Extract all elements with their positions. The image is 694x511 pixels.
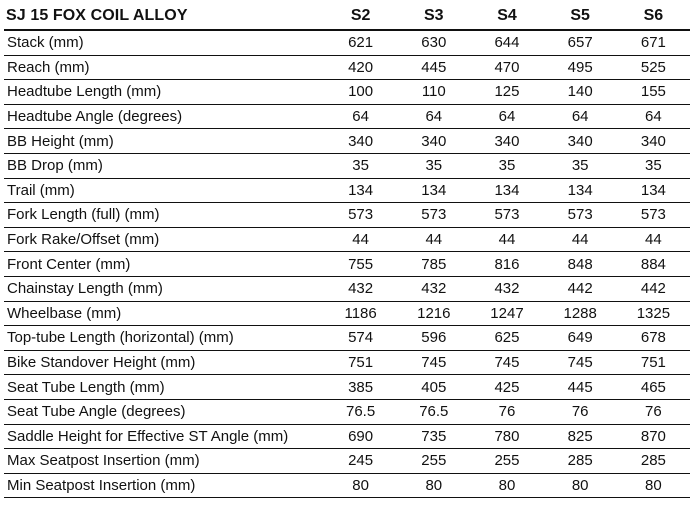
- row-label: Top-tube Length (horizontal) (mm): [4, 326, 324, 351]
- row-label: Reach (mm): [4, 55, 324, 80]
- row-label: Fork Length (full) (mm): [4, 203, 324, 228]
- value-cell-s4: 745: [470, 350, 543, 375]
- value-cell-s5: 848: [544, 252, 617, 277]
- table-row: [4, 326, 690, 351]
- value-cell-s3: 44: [397, 227, 470, 252]
- table-row: [4, 301, 690, 326]
- table-row: [4, 104, 690, 129]
- value-cell-s5: 76: [544, 399, 617, 424]
- value-cell-s6: 134: [617, 178, 690, 203]
- row-label: Headtube Length (mm): [4, 80, 324, 105]
- table-row: [4, 227, 690, 252]
- table-row: [4, 276, 690, 301]
- value-cell-s4: 64: [470, 104, 543, 129]
- value-cell-s5: 495: [544, 55, 617, 80]
- value-cell-s2: 432: [324, 276, 397, 301]
- table-title: SJ 15 FOX COIL ALLOY: [4, 3, 324, 30]
- value-cell-s2: 385: [324, 375, 397, 400]
- size-header-s6: S6: [617, 3, 690, 30]
- size-header-s5: S5: [544, 3, 617, 30]
- value-cell-s2: 573: [324, 203, 397, 228]
- value-cell-s4: 816: [470, 252, 543, 277]
- table-row: [4, 30, 690, 55]
- value-cell-s5: 442: [544, 276, 617, 301]
- value-cell-s4: 255: [470, 449, 543, 474]
- value-cell-s6: 671: [617, 30, 690, 55]
- value-cell-s5: 35: [544, 153, 617, 178]
- value-cell-s3: 340: [397, 129, 470, 154]
- value-cell-s3: 785: [397, 252, 470, 277]
- value-cell-s6: 870: [617, 424, 690, 449]
- table-body: [4, 30, 690, 498]
- value-cell-s6: 155: [617, 80, 690, 105]
- table-header: [4, 3, 690, 30]
- value-cell-s2: 44: [324, 227, 397, 252]
- table-row: [4, 178, 690, 203]
- value-cell-s5: 1288: [544, 301, 617, 326]
- row-label: BB Drop (mm): [4, 153, 324, 178]
- value-cell-s6: 573: [617, 203, 690, 228]
- value-cell-s2: 245: [324, 449, 397, 474]
- value-cell-s5: 445: [544, 375, 617, 400]
- value-cell-s2: 76.5: [324, 399, 397, 424]
- value-cell-s2: 751: [324, 350, 397, 375]
- row-label: Wheelbase (mm): [4, 301, 324, 326]
- table-row: [4, 252, 690, 277]
- row-label: Fork Rake/Offset (mm): [4, 227, 324, 252]
- value-cell-s4: 44: [470, 227, 543, 252]
- value-cell-s2: 80: [324, 473, 397, 498]
- value-cell-s6: 35: [617, 153, 690, 178]
- row-label: Trail (mm): [4, 178, 324, 203]
- value-cell-s5: 134: [544, 178, 617, 203]
- value-cell-s6: 751: [617, 350, 690, 375]
- row-label: Seat Tube Length (mm): [4, 375, 324, 400]
- row-label: Headtube Angle (degrees): [4, 104, 324, 129]
- value-cell-s6: 1325: [617, 301, 690, 326]
- value-cell-s6: 678: [617, 326, 690, 351]
- row-label: Front Center (mm): [4, 252, 324, 277]
- value-cell-s5: 44: [544, 227, 617, 252]
- value-cell-s6: 340: [617, 129, 690, 154]
- value-cell-s5: 285: [544, 449, 617, 474]
- row-label: Stack (mm): [4, 30, 324, 55]
- row-label: BB Height (mm): [4, 129, 324, 154]
- value-cell-s3: 405: [397, 375, 470, 400]
- value-cell-s3: 80: [397, 473, 470, 498]
- value-cell-s4: 125: [470, 80, 543, 105]
- value-cell-s6: 76: [617, 399, 690, 424]
- value-cell-s6: 64: [617, 104, 690, 129]
- value-cell-s5: 64: [544, 104, 617, 129]
- value-cell-s4: 573: [470, 203, 543, 228]
- value-cell-s2: 100: [324, 80, 397, 105]
- value-cell-s4: 340: [470, 129, 543, 154]
- value-cell-s4: 625: [470, 326, 543, 351]
- value-cell-s2: 420: [324, 55, 397, 80]
- table-row: [4, 375, 690, 400]
- table-row: [4, 55, 690, 80]
- row-label: Saddle Height for Effective ST Angle (mm): [4, 424, 324, 449]
- value-cell-s3: 745: [397, 350, 470, 375]
- value-cell-s6: 442: [617, 276, 690, 301]
- value-cell-s4: 432: [470, 276, 543, 301]
- value-cell-s2: 574: [324, 326, 397, 351]
- value-cell-s2: 340: [324, 129, 397, 154]
- value-cell-s6: 44: [617, 227, 690, 252]
- table-row: [4, 449, 690, 474]
- value-cell-s4: 35: [470, 153, 543, 178]
- value-cell-s2: 1186: [324, 301, 397, 326]
- value-cell-s3: 735: [397, 424, 470, 449]
- value-cell-s3: 76.5: [397, 399, 470, 424]
- value-cell-s5: 80: [544, 473, 617, 498]
- value-cell-s6: 80: [617, 473, 690, 498]
- value-cell-s4: 425: [470, 375, 543, 400]
- value-cell-s3: 134: [397, 178, 470, 203]
- value-cell-s6: 525: [617, 55, 690, 80]
- value-cell-s4: 470: [470, 55, 543, 80]
- value-cell-s3: 64: [397, 104, 470, 129]
- value-cell-s3: 35: [397, 153, 470, 178]
- value-cell-s2: 64: [324, 104, 397, 129]
- value-cell-s4: 80: [470, 473, 543, 498]
- value-cell-s3: 630: [397, 30, 470, 55]
- value-cell-s4: 1247: [470, 301, 543, 326]
- value-cell-s2: 35: [324, 153, 397, 178]
- value-cell-s5: 140: [544, 80, 617, 105]
- value-cell-s5: 745: [544, 350, 617, 375]
- value-cell-s3: 1216: [397, 301, 470, 326]
- value-cell-s2: 690: [324, 424, 397, 449]
- value-cell-s3: 573: [397, 203, 470, 228]
- size-header-s3: S3: [397, 3, 470, 30]
- table-row: [4, 399, 690, 424]
- table-row: [4, 424, 690, 449]
- value-cell-s5: 825: [544, 424, 617, 449]
- value-cell-s4: 780: [470, 424, 543, 449]
- value-cell-s6: 465: [617, 375, 690, 400]
- row-label: Max Seatpost Insertion (mm): [4, 449, 324, 474]
- value-cell-s3: 596: [397, 326, 470, 351]
- value-cell-s3: 445: [397, 55, 470, 80]
- value-cell-s5: 573: [544, 203, 617, 228]
- value-cell-s4: 644: [470, 30, 543, 55]
- value-cell-s2: 134: [324, 178, 397, 203]
- table-row: [4, 80, 690, 105]
- value-cell-s4: 76: [470, 399, 543, 424]
- header-row: [4, 3, 690, 30]
- row-label: Bike Standover Height (mm): [4, 350, 324, 375]
- value-cell-s5: 649: [544, 326, 617, 351]
- value-cell-s6: 884: [617, 252, 690, 277]
- geometry-table: [4, 3, 690, 498]
- value-cell-s5: 657: [544, 30, 617, 55]
- row-label: Min Seatpost Insertion (mm): [4, 473, 324, 498]
- size-header-s4: S4: [470, 3, 543, 30]
- row-label: Chainstay Length (mm): [4, 276, 324, 301]
- table-row: [4, 129, 690, 154]
- value-cell-s2: 755: [324, 252, 397, 277]
- value-cell-s3: 110: [397, 80, 470, 105]
- value-cell-s5: 340: [544, 129, 617, 154]
- size-header-s2: S2: [324, 3, 397, 30]
- table-row: [4, 350, 690, 375]
- row-label: Seat Tube Angle (degrees): [4, 399, 324, 424]
- value-cell-s4: 134: [470, 178, 543, 203]
- value-cell-s3: 255: [397, 449, 470, 474]
- table-row: [4, 473, 690, 498]
- value-cell-s3: 432: [397, 276, 470, 301]
- value-cell-s2: 621: [324, 30, 397, 55]
- value-cell-s6: 285: [617, 449, 690, 474]
- table-row: [4, 153, 690, 178]
- table-row: [4, 203, 690, 228]
